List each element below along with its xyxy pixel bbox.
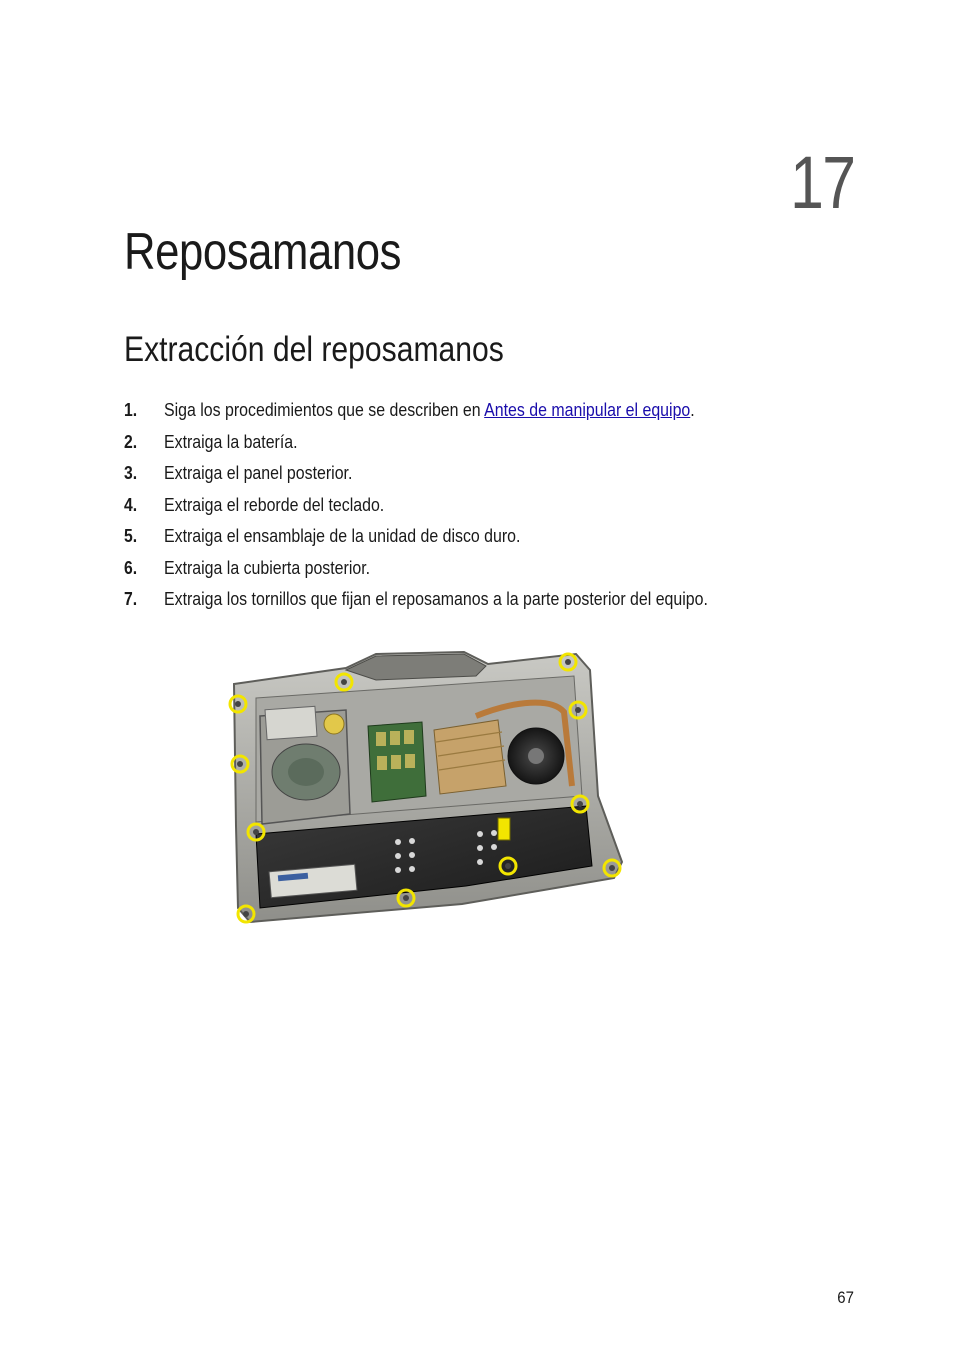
coin-battery <box>324 714 344 734</box>
step-text: Extraiga el ensamblaje de la unidad de disco duro. <box>164 525 521 546</box>
warning-sticker <box>498 818 510 840</box>
chapter-title: Reposamanos <box>124 223 402 281</box>
step-number: 7. <box>124 588 138 609</box>
step-number: 3. <box>124 462 138 483</box>
step-text: Extraiga el panel posterior. <box>164 462 353 483</box>
step-text-after-link: . <box>690 399 695 420</box>
step-text <box>164 396 695 424</box>
step-item <box>124 522 844 554</box>
chapter-number: 17 <box>789 141 854 224</box>
page-number: 67 <box>837 1288 854 1307</box>
heatsink <box>434 720 506 794</box>
wlan-card <box>265 706 317 739</box>
step-text: Extraiga el reborde del teclado. <box>164 493 385 515</box>
step-item <box>124 459 844 491</box>
step-text-before-link: Siga los procedimientos que se describen en <box>164 399 485 420</box>
before-working-link[interactable]: Antes de manipular el equipo <box>484 399 691 420</box>
step-item <box>124 428 844 460</box>
step-number: 6. <box>124 556 138 578</box>
step-number: 1. <box>124 399 138 420</box>
step-text: Extraiga la batería. <box>164 430 298 452</box>
step-number: 2. <box>124 430 138 452</box>
procedure-steps <box>124 396 844 617</box>
step-item <box>124 585 844 617</box>
step-item <box>124 396 844 428</box>
step-item <box>124 491 844 523</box>
step-text: Extraiga la cubierta posterior. <box>164 556 371 578</box>
step-item <box>124 554 844 586</box>
step-text: Extraiga los tornillos que fijan el reposamanos a la parte posterior del equipo. <box>164 588 708 609</box>
laptop-base-figure <box>226 646 628 928</box>
step-number: 4. <box>124 493 138 515</box>
step-number: 5. <box>124 525 138 546</box>
section-title: Extracción del reposamanos <box>124 330 504 369</box>
